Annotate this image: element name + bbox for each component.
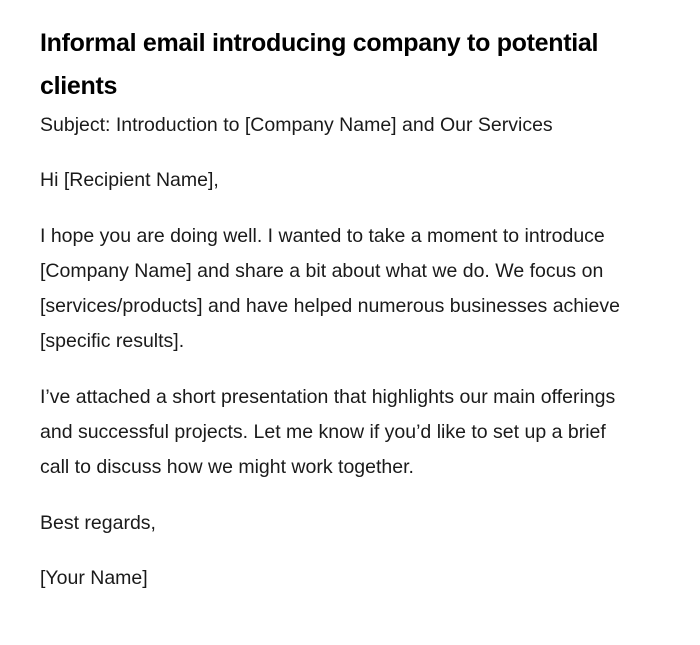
email-template-document bbox=[40, 22, 640, 596]
email-subject-line: Subject: Introduction to [Company Name] and Our Services bbox=[40, 114, 553, 136]
email-signoff: Best regards, bbox=[40, 511, 156, 534]
document-title: Informal email introducing company to potential clients bbox=[40, 29, 599, 100]
email-body-paragraph-2: I’ve attached a short presentation that highlights our main offerings and successful projects. Let me know if you’d like to set up a brief call to discuss how we might work together. bbox=[40, 385, 616, 479]
email-greeting: Hi [Recipient Name], bbox=[40, 169, 219, 192]
email-body-paragraph-1: I hope you are doing well. I wanted to take a moment to introduce [Company Name] and share a bit about what we do. We focus on [services/products] and have helped numerous businesses achieve [specific results]. bbox=[40, 224, 620, 353]
email-signature: [Your Name] bbox=[40, 566, 148, 589]
